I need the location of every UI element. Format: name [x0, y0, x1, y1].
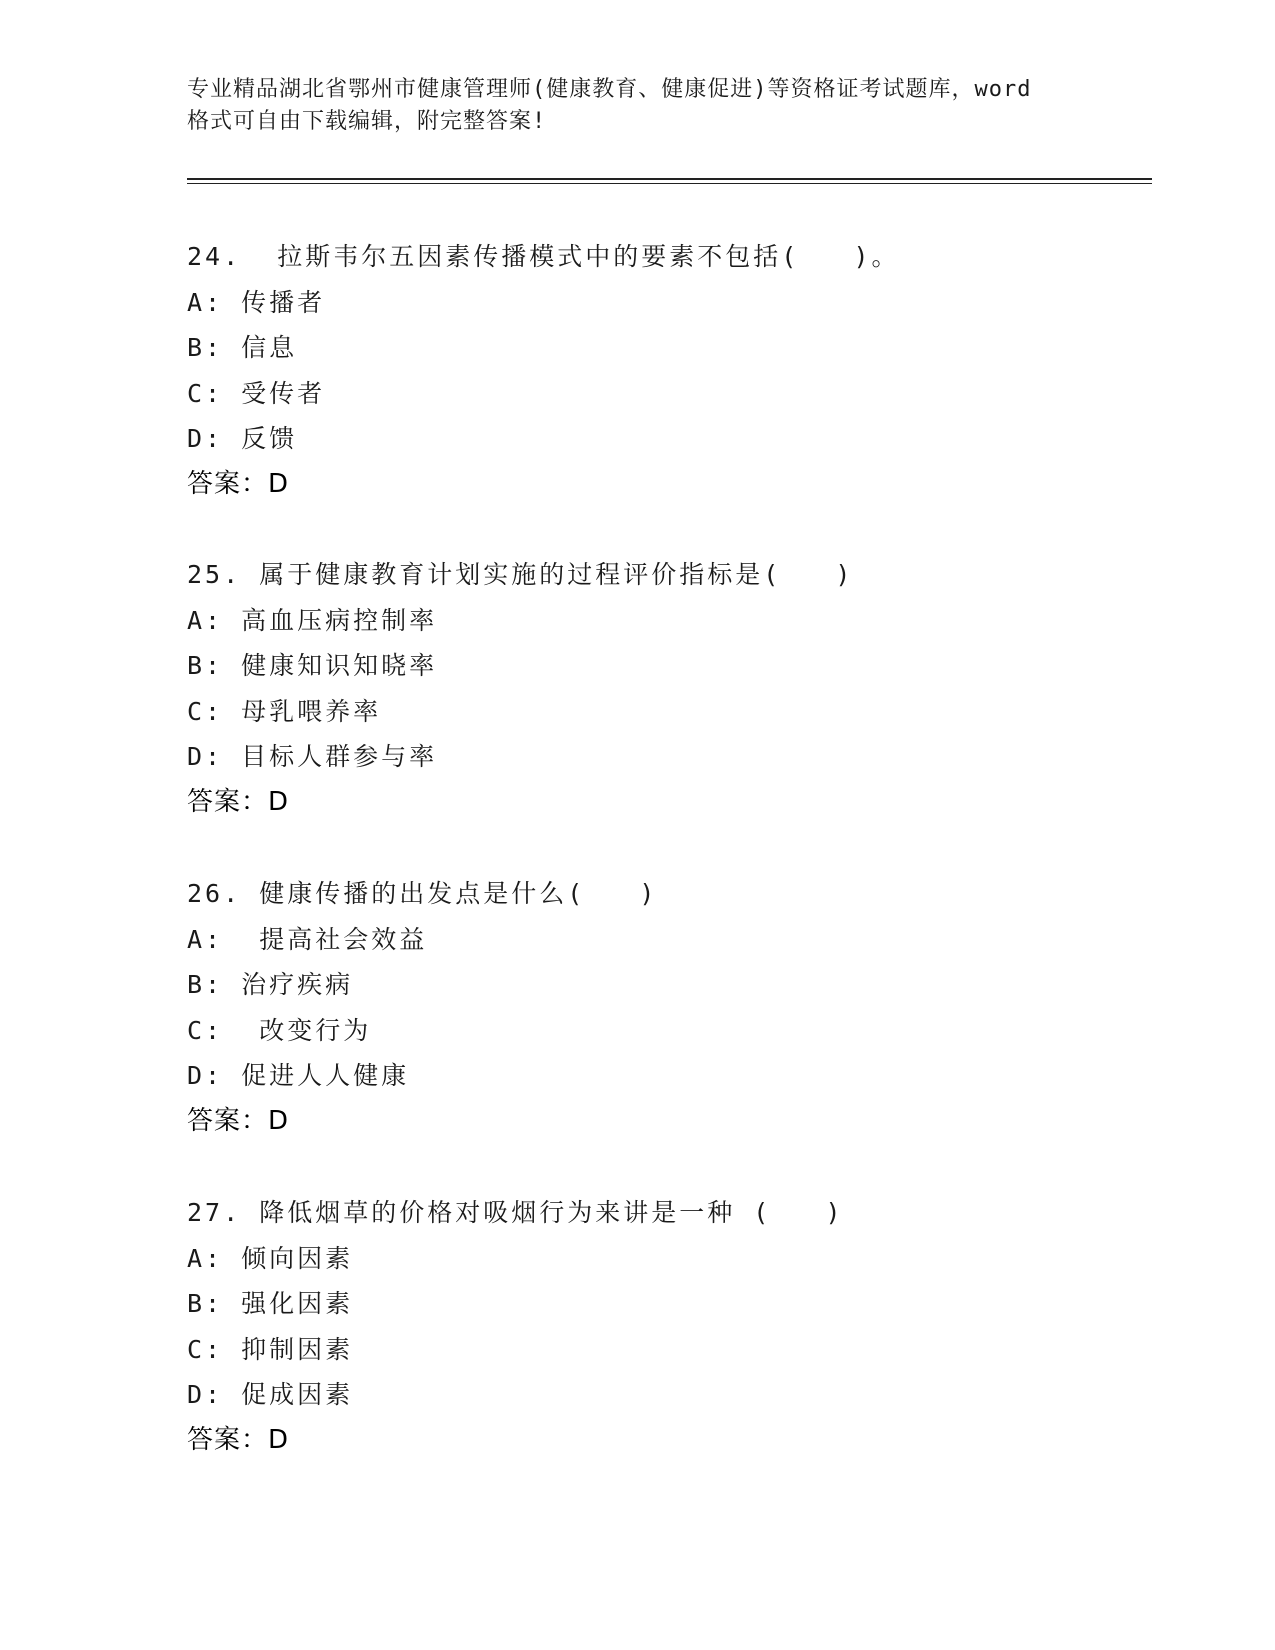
- header-line-1: 专业精品湖北省鄂州市健康管理师(健康教育、健康促进)等资格证考试题库，word: [187, 77, 1032, 102]
- option-c: C: 母乳喂养率: [187, 696, 382, 726]
- option-a: A: 倾向因素: [187, 1243, 354, 1273]
- option-b: B: 信息: [187, 333, 298, 362]
- header-divider-thick: [187, 178, 1152, 180]
- option-d: D: 目标人群参与率: [187, 742, 438, 771]
- option-a: A: 传播者: [187, 287, 326, 317]
- answer-line: 答案：D: [187, 1105, 290, 1136]
- header-line-2: 格式可自由下载编辑，附完整答案!: [187, 109, 547, 134]
- question-block: [187, 871, 1147, 1144]
- document-header: [187, 74, 1087, 138]
- option-d: D: 反馈: [187, 424, 298, 453]
- option-a: A: 提高社会效益: [187, 924, 428, 954]
- option-c: C: 抑制因素: [187, 1334, 354, 1364]
- question-stem: 25. 属于健康教育计划实施的过程评价指标是( ): [187, 560, 854, 589]
- question-stem: 27. 降低烟草的价格对吸烟行为来讲是一种 ( ): [187, 1198, 844, 1227]
- option-b: B: 治疗疾病: [187, 970, 354, 999]
- option-a: A: 高血压病控制率: [187, 605, 438, 635]
- answer-line: 答案：D: [187, 786, 290, 817]
- answer-line: 答案：D: [187, 1424, 290, 1455]
- question-block: [187, 552, 1147, 825]
- option-c: C: 改变行为: [187, 1015, 372, 1045]
- option-c: C: 受传者: [187, 378, 326, 408]
- answer-line: 答案：D: [187, 468, 290, 499]
- header-divider-thin: [187, 183, 1152, 184]
- option-d: D: 促成因素: [187, 1380, 354, 1409]
- option-b: B: 健康知识知晓率: [187, 651, 438, 680]
- option-b: B: 强化因素: [187, 1289, 354, 1318]
- question-stem: 24. 拉斯韦尔五因素传播模式中的要素不包括( )。: [187, 242, 900, 271]
- question-block: [187, 234, 1147, 507]
- question-block: [187, 1190, 1147, 1463]
- option-d: D: 促进人人健康: [187, 1061, 410, 1090]
- question-stem: 26. 健康传播的出发点是什么( ): [187, 879, 658, 908]
